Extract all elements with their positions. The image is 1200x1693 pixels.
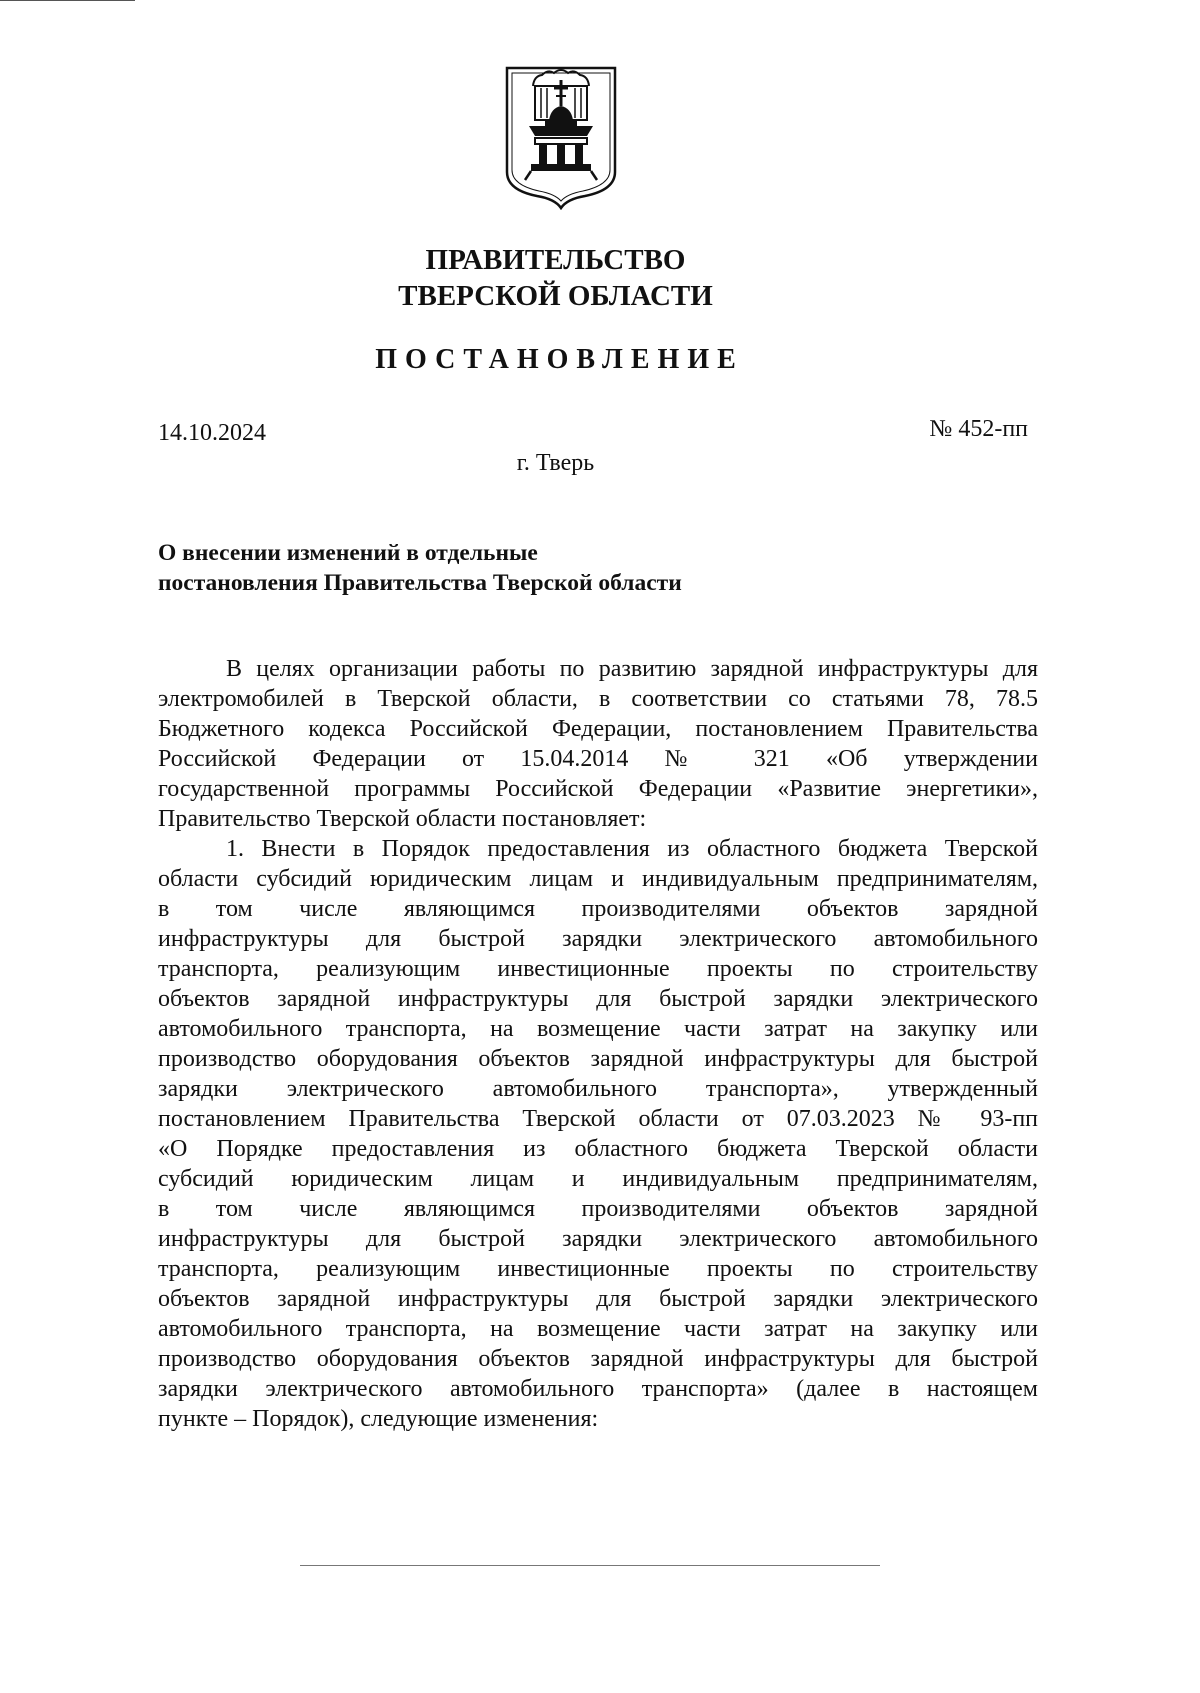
- organization-title-line-2: ТВЕРСКОЙ ОБЛАСТИ: [398, 280, 713, 312]
- body-line: электромобилей в Тверской области, в соответствии со статьями 78, 78.5: [158, 686, 1038, 712]
- body-line: «О Порядке предоставления из областного бюджета Тверской области: [158, 1136, 1038, 1162]
- body-line: 1. Внести в Порядок предоставления из областного бюджета Тверской: [226, 836, 1038, 862]
- scan-edge-line: [0, 0, 135, 1]
- body-line: государственной программы Российской Федерации «Развитие энергетики»,: [158, 776, 1038, 802]
- body-line: Правительство Тверской области постановляет:: [158, 806, 647, 832]
- document-body: [158, 654, 1038, 1434]
- body-line: объектов зарядной инфраструктуры для быстрой зарядки электрического: [158, 1286, 1038, 1312]
- body-line: транспорта, реализующим инвестиционные проекты по строительству: [158, 1256, 1038, 1282]
- body-line: в том числе являющимся производителями объектов зарядной: [158, 896, 1038, 922]
- body-line: производство оборудования объектов зарядной инфраструктуры для быстрой: [158, 1346, 1038, 1372]
- document-type: ПОСТАНОВЛЕНИЕ: [375, 344, 744, 375]
- body-line: автомобильного транспорта, на возмещение части затрат на закупку или: [158, 1316, 1038, 1342]
- coat-of-arms-icon: [501, 64, 621, 210]
- document-subject-line-1: О внесении изменений в отдельные: [158, 540, 538, 566]
- body-line: пункте – Порядок), следующие изменения:: [158, 1406, 599, 1432]
- body-line: в том числе являющимся производителями объектов зарядной: [158, 1196, 1038, 1222]
- body-line: объектов зарядной инфраструктуры для быстрой зарядки электрического: [158, 986, 1038, 1012]
- body-line: транспорта, реализующим инвестиционные проекты по строительству: [158, 956, 1038, 982]
- document-subject-line-2: постановления Правительства Тверской области: [158, 570, 682, 596]
- organization-title-line-1: ПРАВИТЕЛЬСТВО: [425, 244, 686, 276]
- body-line: Бюджетного кодекса Российской Федерации, постановлением Правительства: [158, 716, 1038, 742]
- document-number: № 452-пп: [929, 416, 1028, 442]
- body-line: зарядки электрического автомобильного транспорта» (далее в настоящем: [158, 1376, 1038, 1402]
- body-line: субсидий юридическим лицам и индивидуальным предпринимателям,: [158, 1166, 1038, 1192]
- document-subject: [158, 538, 858, 598]
- body-line: производство оборудования объектов зарядной инфраструктуры для быстрой: [158, 1046, 1038, 1072]
- organization-title: [0, 242, 1111, 314]
- body-line: В целях организации работы по развитию зарядной инфраструктуры для: [226, 656, 1038, 682]
- body-line: автомобильного транспорта, на возмещение части затрат на закупку или: [158, 1016, 1038, 1042]
- scan-edge-line: [300, 1565, 880, 1566]
- document-date: 14.10.2024: [158, 420, 266, 446]
- body-line: Российской Федерации от 15.04.2014 № 321 «Об утверждении: [158, 746, 1038, 772]
- body-line: инфраструктуры для быстрой зарядки электрического автомобильного: [158, 1226, 1038, 1252]
- body-line: постановлением Правительства Тверской области от 07.03.2023 № 93-пп: [158, 1106, 1038, 1132]
- body-line: зарядки электрического автомобильного транспорта», утвержденный: [158, 1076, 1038, 1102]
- body-line: инфраструктуры для быстрой зарядки электрического автомобильного: [158, 926, 1038, 952]
- body-line: области субсидий юридическим лицам и индивидуальным предпринимателям,: [158, 866, 1038, 892]
- document-city: г. Тверь: [516, 450, 595, 476]
